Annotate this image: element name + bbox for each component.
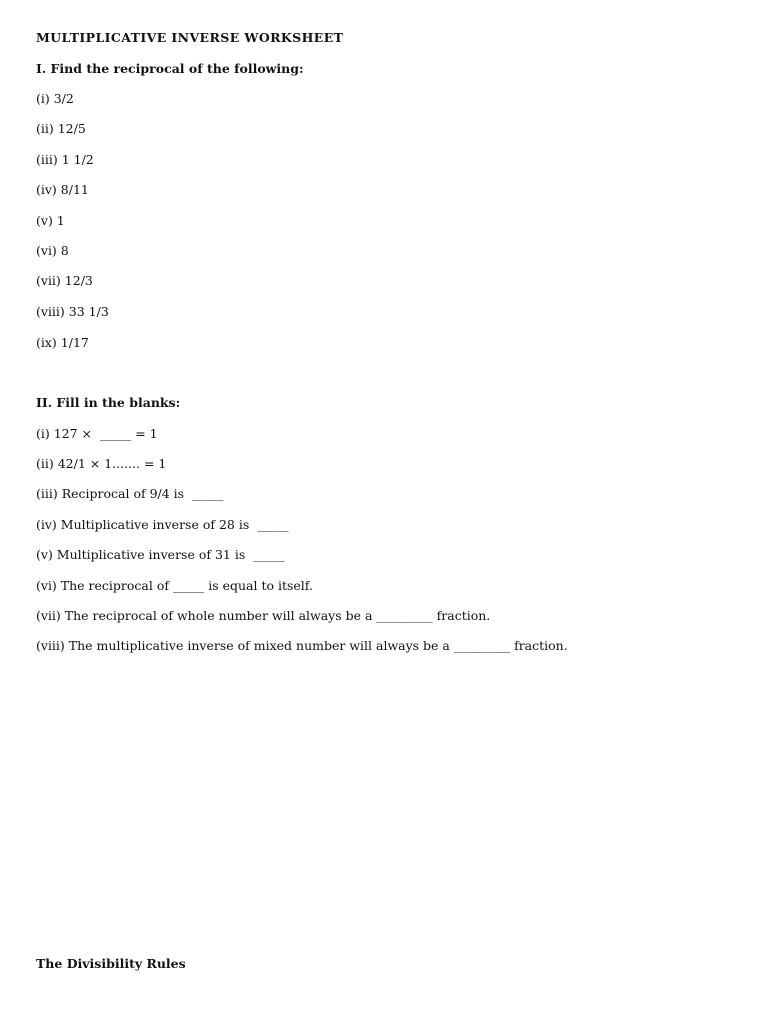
section1-item: (v) 1 [36,213,65,228]
section2-item: (vi) The reciprocal of _____ is equal to itself. [36,578,313,593]
section2-item: (ii) 42/1 × 1....... = 1 [36,456,167,471]
divisibility-rules-heading: The Divisibility Rules [36,956,186,971]
section1-item: (ii) 12/5 [36,121,86,136]
section2-item: (v) Multiplicative inverse of 31 is _____ [36,547,285,562]
section2-heading: II. Fill in the blanks: [36,395,181,410]
section1-item: (ix) 1/17 [36,335,89,350]
worksheet-title: MULTIPLICATIVE INVERSE WORKSHEET [36,30,344,45]
section2-item: (iv) Multiplicative inverse of 28 is _____ [36,517,289,532]
section1-item: (i) 3/2 [36,91,74,106]
section1-item: (viii) 33 1/3 [36,304,109,319]
section2-item: (vii) The reciprocal of whole number will always be a _________ fraction. [36,608,491,623]
section1-item: (iv) 8/11 [36,182,89,197]
section2-item: (viii) The multiplicative inverse of mixed number will always be a _________ fraction. [36,638,568,653]
section2-item: (i) 127 × _____ = 1 [36,426,158,441]
section2-item: (iii) Reciprocal of 9/4 is _____ [36,486,224,501]
section1-item: (vii) 12/3 [36,273,93,288]
section1-heading: I. Find the reciprocal of the following: [36,61,304,76]
section1-item: (iii) 1 1/2 [36,152,94,167]
section1-item: (vi) 8 [36,243,69,258]
worksheet-page [36,0,736,1024]
